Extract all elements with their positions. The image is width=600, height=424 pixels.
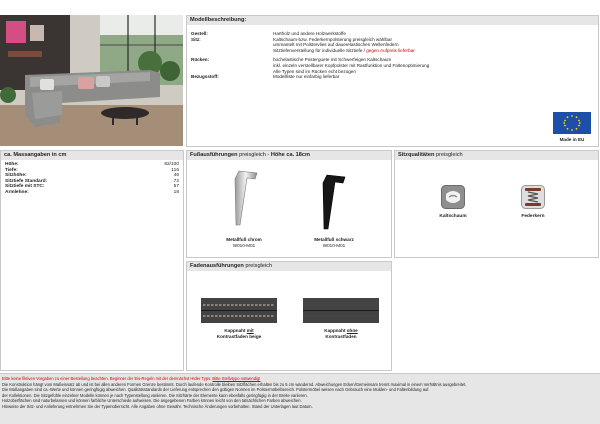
eu-flag-icon [553,112,591,134]
feet-header-note: preisgleich - [237,152,271,158]
measure-row [1,190,183,196]
row-value: ummantelt mit Polstervlies auf dauerelastischen Wellenfedern [273,42,399,48]
row-key: Bezugsstoff: [191,74,219,80]
measure-key: Höhe: [5,162,19,167]
foot-name: Metallfuß chrom [226,237,262,242]
row-key: Gestell: [191,31,208,36]
measure-key: Armlehne: [5,189,29,195]
measure-value: 82/100 [164,162,179,167]
seat-header-note: preisgleich [434,152,463,158]
footer-warning-text: Bitte keine fiktiven Vorgaben zu einer Bestellung beachten. Beginner der Eis-Regeln mit der demnächst HIder Typs. [2,376,213,381]
description-table [191,31,538,80]
plain-seam-swatch [303,298,379,323]
row-value: Alle Typen sind im Rücken echt bezogen [273,68,356,74]
description-header: Modellbeschreibung: [187,16,598,25]
stitching-header-title: Fadenausführungen [190,263,244,269]
measures-panel [0,150,184,371]
stitching-header [187,262,391,271]
foot-name: Metallfuß schwarz [314,237,354,242]
row-key: Sitz: [191,36,201,42]
stitching-option-contrast [199,328,279,339]
stitch-sublabel: Kontrastfaden [325,333,357,339]
row-key [191,48,273,54]
footer-line: Hinweise der Sitz- und Anlieferung entnehmen Sie der Typenübersicht. Alle Angaben ohne Gewähr. Technische Änderungen vorbehalten. Stand der Unterlagen laut Datum. [2,403,313,409]
description-panel [186,15,599,147]
chrome-foot-icon [231,169,259,227]
stitch-label-emphasis: mit [246,328,254,333]
foot-option-black [299,237,369,248]
measure-value: 18 [173,189,179,195]
seat-option-cold-foam: Kaltschaum [439,214,467,219]
description-row [191,74,538,80]
foot-code: W010-M01 [232,242,256,248]
footer-line: Die Konstruktion hängt vom Maßeinsatz ab und ist bei allen anderen Formen Grenze bestimmt. Durch laufende Kontrolle bleiben Sitzflächen erhalten bis zu 5 cm wandernd. Abweichungen Ecken/Gemeinsam trennt maximal in einem Verhältnis ausgebreitet. [2,381,467,387]
feet-header-title: Fußausführungen [190,152,238,158]
measure-key: Tiefe: [5,167,18,173]
seat-header [395,151,598,160]
footer-line: der Kollektionen. Die Sitzgefühle einzelner Modelle können je nach Typenstellung variieren. Die Sitzhärte der Elemente kann ebenfalls geringfügig in der Breite variieren. [2,392,308,398]
footer-warning-emphasis: Bitte Stellvtypo notwendig! [212,376,261,381]
measure-key: Sitztiefe mit STC: [5,184,45,190]
row-value: Kaltschaum-bzw. Federkernpolsterung preisgleich wählbar [273,36,392,42]
footer-line: Die Maßangaben sind ca.-Werte und können geringfügig abweichen. Qualitätsstandards der Lieferung entsprechen den gültigen Normen im Polstermöbelbereich. Polstermöbel weisen nach Gebrauch eine Mulden- und Faltenbildung auf. [2,387,430,393]
seat-quality-panel [394,150,599,258]
measure-key: Sitztiefe Standard: [5,178,48,184]
measure-value: 72 [173,178,179,184]
stitch-label: Kappnaht [224,328,247,333]
footer-line: Holzoberflächen sind naturbelassen und können farbliche Unterschiede aufweisen. Die angegebenen Farben können leicht von den tatsächlichen Farben abweichen. [2,398,302,404]
row-value: inkl. einzeln verstellbarer Kopfpolster mit Rastfunktion und Faltenoptimierung [273,62,430,68]
foot-code: W010-M01 [322,242,346,248]
measure-value: 116 [171,167,179,173]
sofa-room-image [0,15,183,146]
stitching-header-note: preisgleich [243,263,273,269]
measure-value: 57 [173,184,179,190]
row-value-text: Sitztiefenverstellung für individuelle Sitztiefe / [273,47,367,53]
foot-option-chrome [209,237,279,248]
row-value: hochelastische Posterguete mit Schwerfeigen Kaltschaum [273,57,392,63]
seat-header-title: Sitzqualitäten [398,152,435,158]
feet-header-height: Höhe ca. 18cm [270,152,310,158]
row-value: Hartholz und andere Holzwerkstoffe [273,31,346,36]
measure-value: 46 [173,173,179,179]
stitch-label-emphasis: ohne [346,328,358,333]
stitching-panel [186,261,392,371]
row-value: Modellliste nur einfarbig lieferbar [273,74,340,80]
made-in-eu-badge [552,112,592,144]
black-foot-icon [319,173,347,231]
feet-header [187,151,391,160]
product-photo [0,15,183,146]
seat-option-spring-core: Federkern [521,214,545,219]
made-in-eu-label: Made in EU [559,137,585,142]
stitch-sublabel: Kontrastfaden beige [216,333,262,339]
stitching-option-plain [301,328,381,339]
contrast-seam-swatch [201,298,277,323]
surcharge-note: gegen Aufpreis lieferbar [366,47,415,53]
spring-icon [521,185,545,209]
row-value [273,48,538,54]
measures-header: ca. Massangaben in cm [1,151,183,160]
measures-list [1,160,183,196]
foam-icon [441,185,465,209]
footer-notes [0,373,600,424]
row-key: Rücken: [191,57,210,63]
measure-key: Sitzhöhe: [5,173,27,179]
feet-panel [186,150,392,258]
stitch-label: Kappnaht [324,328,347,333]
description-row [191,48,538,54]
